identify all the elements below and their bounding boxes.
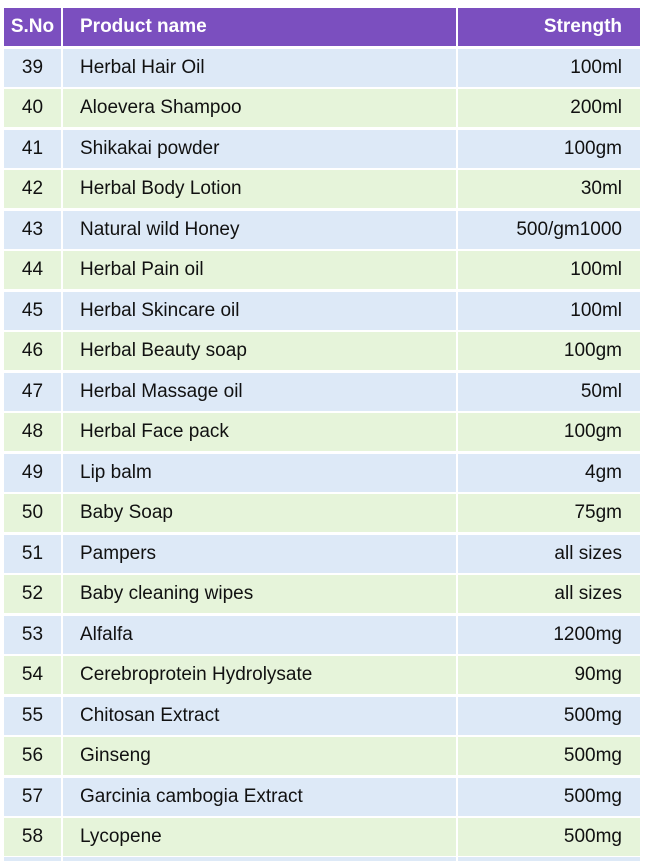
cell-product-name: Cerebroprotein Hydrolysate — [63, 656, 456, 694]
cell-sno: 40 — [4, 89, 61, 127]
cell-product-name: Shikakai powder — [63, 130, 456, 168]
table-row — [4, 251, 640, 289]
cell-strength: 500mg — [458, 697, 640, 735]
cell-product-name: Herbal Hair Oil — [63, 49, 456, 87]
cell-sno: 57 — [4, 778, 61, 816]
table-row — [4, 778, 640, 816]
cell-sno: 52 — [4, 575, 61, 613]
cell-sno: 51 — [4, 535, 61, 573]
product-table — [4, 8, 640, 859]
cell-sno: 43 — [4, 211, 61, 249]
table-row — [4, 575, 640, 613]
table-row — [4, 454, 640, 492]
cell-product-name: Alfalfa — [63, 616, 456, 654]
table-row — [4, 332, 640, 370]
cell-sno: 53 — [4, 616, 61, 654]
cell-sno: 48 — [4, 413, 61, 451]
cell-product-name: Baby Soap — [63, 494, 456, 532]
cell-product-name: Natural wild Honey — [63, 211, 456, 249]
cell-strength: 500mg — [458, 818, 640, 856]
cell-sno: 44 — [4, 251, 61, 289]
table-header-row — [4, 8, 640, 46]
cell-product-name: Pampers — [63, 535, 456, 573]
cell-sno: 46 — [4, 332, 61, 370]
cell-strength: all sizes — [458, 535, 640, 573]
table-row — [4, 494, 640, 532]
cell-sno: 42 — [4, 170, 61, 208]
cell-product-name: Chitosan Extract — [63, 697, 456, 735]
cell-product-name: Ginseng — [63, 737, 456, 775]
cell-strength: 1200mg — [458, 616, 640, 654]
table-row — [4, 737, 640, 775]
cell-product-name: Aloevera Shampoo — [63, 89, 456, 127]
cell-strength: 4gm — [458, 454, 640, 492]
cell-product-name: Herbal Beauty soap — [63, 332, 456, 370]
cell-strength: 100ml — [458, 251, 640, 289]
cell-sno: 56 — [4, 737, 61, 775]
cell-strength: all sizes — [458, 575, 640, 613]
cell-strength: 90mg — [458, 656, 640, 694]
cell-strength: 50ml — [458, 373, 640, 411]
cell-strength: 500/gm1000 — [458, 211, 640, 249]
cell-strength: 500mg — [458, 778, 640, 816]
cell-sno: 49 — [4, 454, 61, 492]
cell-product-name: Herbal Pain oil — [63, 251, 456, 289]
cell-strength: 100ml — [458, 49, 640, 87]
header-sno: S.No — [4, 8, 61, 46]
cell-product-name: Baby cleaning wipes — [63, 575, 456, 613]
cell-sno: 39 — [4, 49, 61, 87]
table-row — [4, 170, 640, 208]
cell-sno: 54 — [4, 656, 61, 694]
table-row — [4, 373, 640, 411]
cell-product-name: Herbal Massage oil — [63, 373, 456, 411]
table-row — [4, 818, 640, 856]
cell-strength: 75gm — [458, 494, 640, 532]
cell-product-name: Herbal Face pack — [63, 413, 456, 451]
table-row — [4, 89, 640, 127]
table-row — [4, 535, 640, 573]
table-row — [4, 413, 640, 451]
cell-product-name: Herbal Body Lotion — [63, 170, 456, 208]
table-row-partial — [4, 857, 640, 861]
cell-sno: 58 — [4, 818, 61, 856]
cell-strength: 30ml — [458, 170, 640, 208]
cell-product-name: Garcinia cambogia Extract — [63, 778, 456, 816]
cell-product-name: Herbal Skincare oil — [63, 292, 456, 330]
table-row — [4, 211, 640, 249]
cell-strength: 100gm — [458, 332, 640, 370]
header-strength: Strength — [458, 8, 640, 46]
cell-sno: 45 — [4, 292, 61, 330]
header-product-name: Product name — [63, 8, 456, 46]
cell-sno: 41 — [4, 130, 61, 168]
cell-sno: 55 — [4, 697, 61, 735]
cell-strength: 100gm — [458, 130, 640, 168]
table-row — [4, 616, 640, 654]
table-row — [4, 130, 640, 168]
cell-product-name: Lip balm — [63, 454, 456, 492]
cell-product-name: Lycopene — [63, 818, 456, 856]
cell-sno: 47 — [4, 373, 61, 411]
cell-strength: 100ml — [458, 292, 640, 330]
table-row — [4, 697, 640, 735]
cell-strength: 200ml — [458, 89, 640, 127]
cell-strength: 500mg — [458, 737, 640, 775]
table-row — [4, 49, 640, 87]
cell-strength: 100gm — [458, 413, 640, 451]
table-row — [4, 292, 640, 330]
table-row — [4, 656, 640, 694]
cell-sno: 50 — [4, 494, 61, 532]
